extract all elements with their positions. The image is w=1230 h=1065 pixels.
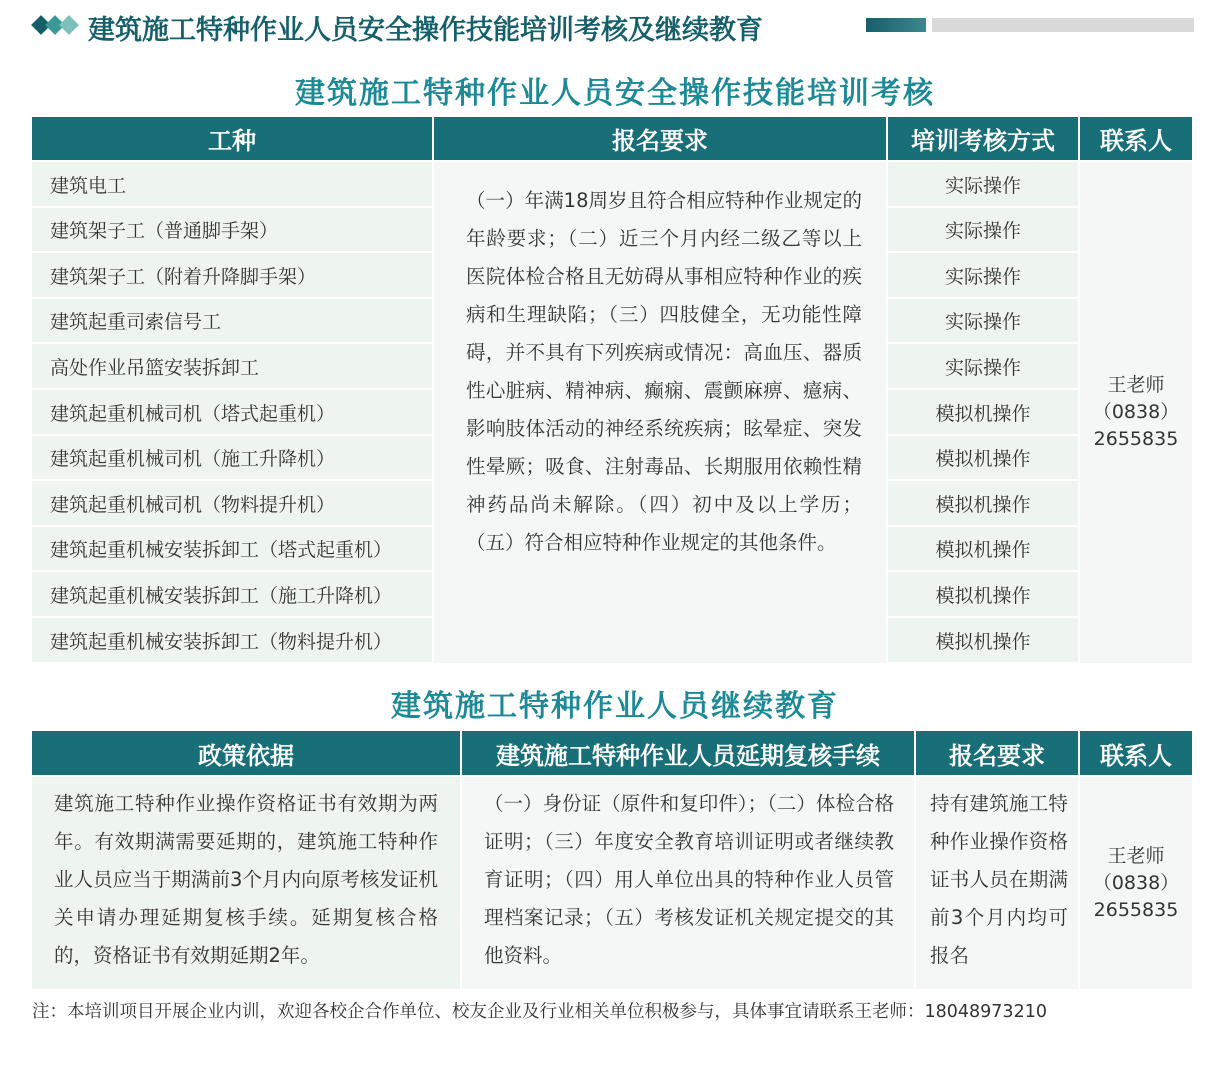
trade-cell: 建筑起重机械司机（塔式起重机） <box>32 390 432 434</box>
header-trade: 工种 <box>32 117 432 160</box>
trade-cell: 建筑起重机械安装拆卸工（物料提升机） <box>32 618 432 662</box>
method-cell: 模拟机操作 <box>888 436 1078 479</box>
contact2-area-code: （0838） <box>1092 871 1180 894</box>
trade-cell: 建筑架子工（普通脚手架） <box>32 208 432 251</box>
requirement-text: （一）年满18周岁且符合相应特种作业规定的年龄要求；（二）近三个月内经二级乙等以上医院体检合格且无妨碍从事相应特种作业的疾病和生理缺陷；（三）四肢健全，无功能性障碍，并不具有下列疾病或情况：高血压、器质性心脏病、精神病、癫痫、震颤麻痹、癔病、影响肢体活动的神经系统疾病；眩晕症、突发性晕厥；吸食、注射毒品、长期服用依赖性精神药品尚未解除。（四）初中及以上学历；（五）符合相应特种作业规定的其他条件。 <box>466 189 862 554</box>
header-policy: 政策依据 <box>32 731 460 775</box>
header-contact2: 联系人 <box>1080 731 1192 775</box>
trade-cell: 建筑起重机械司机（施工升降机） <box>32 436 432 479</box>
method-cell: 实际操作 <box>888 253 1078 297</box>
header-method: 培训考核方式 <box>888 117 1078 160</box>
method-cell: 模拟机操作 <box>888 527 1078 570</box>
method-cell: 实际操作 <box>888 208 1078 251</box>
trade-cell: 高处作业吊篮安装拆卸工 <box>32 344 432 388</box>
procedure-text: （一）身份证（原件和复印件）；（二）体检合格证明；（三）年度安全教育培训证明或者继续教育证明；（四）用人单位出具的特种作业人员管理档案记录；（五）考核发证机关规定提交的其他资料。 <box>484 792 894 967</box>
contact-phone: 2655835 <box>1093 428 1179 450</box>
diamond-icon <box>32 14 82 38</box>
method-cell: 实际操作 <box>888 299 1078 342</box>
header-requirement2: 报名要求 <box>916 731 1078 775</box>
policy-cell <box>32 777 460 989</box>
header-procedure: 建筑施工特种作业人员延期复核手续 <box>462 731 914 775</box>
footnote: 注：本培训项目开展企业内训，欢迎各校企合作单位、校友企业及行业相关单位积极参与，具体事宜请联系王老师：18048973210 <box>32 1002 1047 1022</box>
section1-title: 建筑施工特种作业人员安全操作技能培训考核 <box>295 76 935 111</box>
trade-cell: 建筑架子工（附着升降脚手架） <box>32 253 432 297</box>
procedure-cell <box>462 777 914 989</box>
contact-name: 王老师 <box>1107 374 1165 396</box>
requirement2-text: 持有建筑施工特种作业操作资格证书人员在期满前3个月内均可报名 <box>930 792 1068 967</box>
trade-cell: 建筑起重机械安装拆卸工（施工升降机） <box>32 572 432 616</box>
banner <box>0 0 1230 52</box>
header-contact: 联系人 <box>1080 117 1192 160</box>
banner-title: 建筑施工特种作业人员安全操作技能培训考核及继续教育 <box>88 15 763 46</box>
trade-cell: 建筑起重司索信号工 <box>32 299 432 342</box>
method-cell: 模拟机操作 <box>888 481 1078 525</box>
trade-cell: 建筑电工 <box>32 162 432 206</box>
banner-bar-light <box>932 18 1194 32</box>
method-cell: 实际操作 <box>888 162 1078 206</box>
contact2-cell <box>1080 777 1192 989</box>
contact-area-code: （0838） <box>1092 401 1180 423</box>
method-cell: 模拟机操作 <box>888 572 1078 616</box>
contact-cell <box>1080 162 1192 663</box>
policy-text: 建筑施工特种作业操作资格证书有效期为两年。有效期满需要延期的，建筑施工特种作业人员应当于期满前3个月内向原考核发证机关申请办理延期复核手续。延期复核合格的，资格证书有效期延期2年。 <box>54 792 438 967</box>
requirement-cell <box>434 162 886 663</box>
contact2-phone: 2655835 <box>1093 898 1179 921</box>
method-cell: 模拟机操作 <box>888 390 1078 434</box>
method-cell: 模拟机操作 <box>888 618 1078 662</box>
header-requirement: 报名要求 <box>434 117 886 160</box>
trade-cell: 建筑起重机械司机（物料提升机） <box>32 481 432 525</box>
trade-cell: 建筑起重机械安装拆卸工（塔式起重机） <box>32 527 432 570</box>
contact2-name: 王老师 <box>1107 844 1165 867</box>
method-cell: 实际操作 <box>888 344 1078 388</box>
requirement2-cell <box>916 777 1078 989</box>
section2-title: 建筑施工特种作业人员继续教育 <box>391 689 839 724</box>
banner-bar-dark <box>866 18 926 32</box>
